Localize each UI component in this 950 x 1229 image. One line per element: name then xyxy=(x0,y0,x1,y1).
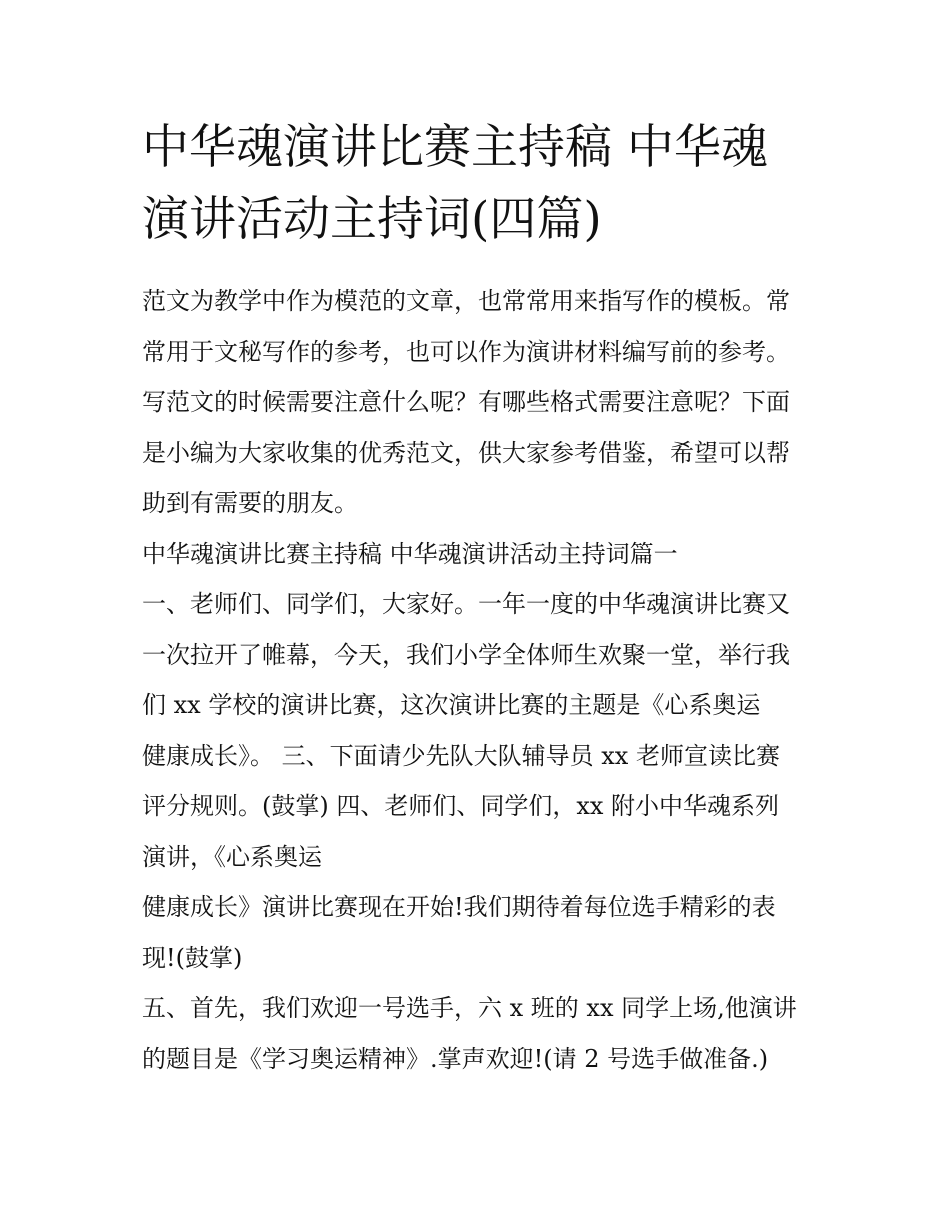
body-line: 健康成长》演讲比赛现在开始!我们期待着每位选手精彩的表 xyxy=(142,893,776,921)
body-line: 助到有需要的朋友。 xyxy=(142,489,358,517)
body-line: 评分规则。(鼓掌) 四、老师们、同学们，xx 附小中华魂系列 xyxy=(142,792,780,820)
body-line: 一次拉开了帷幕，今天，我们小学全体师生欢聚一堂，举行我 xyxy=(142,640,790,669)
document-title xyxy=(142,112,812,256)
body-line: 一、老师们、同学们，大家好。一年一度的中华魂演讲比赛又 xyxy=(142,590,790,618)
body-line: 五、首先，我们欢迎一号选手，六 x 班的 xx 同学上场,他演讲 xyxy=(142,994,797,1022)
body-line: 们 xx 学校的演讲比赛，这次演讲比赛的主题是《心系奥运 xyxy=(142,691,761,719)
body-line: 常用于文秘写作的参考，也可以作为演讲材料编写前的参考。 xyxy=(142,337,790,366)
title-line-2: 演讲活动主持词(四篇) xyxy=(142,192,602,247)
body-line: 现!(鼓掌) xyxy=(142,943,243,972)
body-line: 范文为教学中作为模范的文章，也常常用来指写作的模板。常 xyxy=(142,287,790,315)
section-heading: 中华魂演讲比赛主持稿 中华魂演讲活动主持词篇一 xyxy=(142,539,678,568)
document-body xyxy=(142,276,812,1084)
body-line: 健康成长》。 三、下面请少先队大队辅导员 xx 老师宣读比赛 xyxy=(142,741,780,770)
body-line: 是小编为大家收集的优秀范文，供大家参考借鉴，希望可以帮 xyxy=(142,438,790,467)
body-line: 演讲，《心系奥运 xyxy=(142,842,322,871)
title-line-1: 中华魂演讲比赛主持稿 中华魂 xyxy=(142,120,768,175)
body-line: 写范文的时候需要注意什么呢？有哪些格式需要注意呢？下面 xyxy=(142,388,790,416)
document-content xyxy=(142,112,812,1084)
body-line: 的题目是《学习奥运精神》.掌声欢迎!(请 2 号选手做准备.) xyxy=(142,1044,769,1073)
